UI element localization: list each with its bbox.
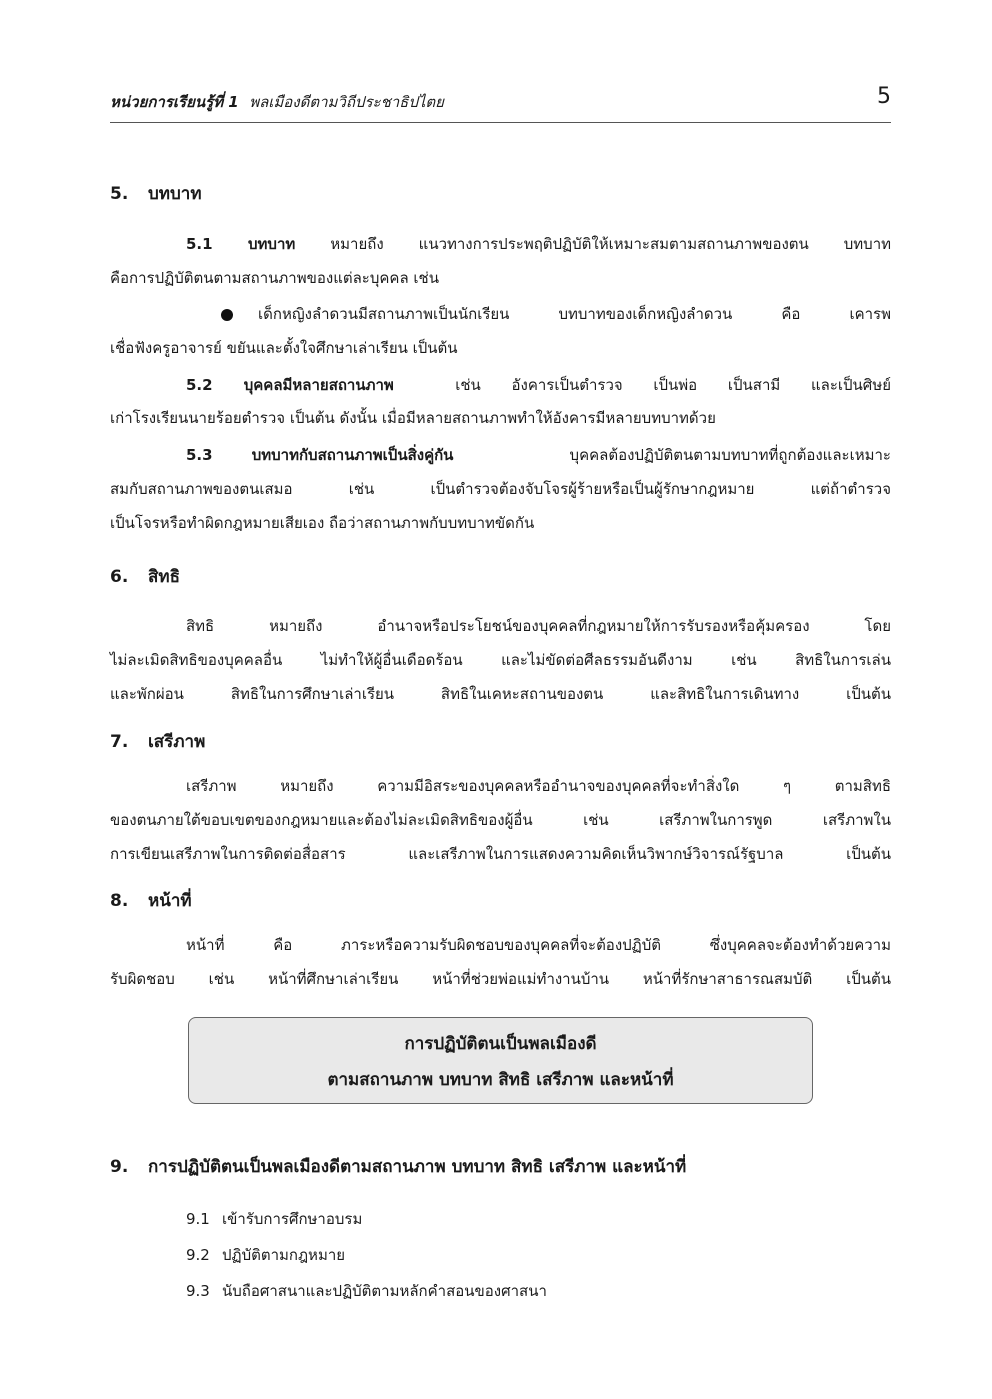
list-item-text: นับถือศาสนาและปฏิบัติตามหลักคำสอนของศาสนา: [222, 1282, 547, 1300]
section-6-line-2: ไม่ละเมิดสิทธิของบุคคลอื่น ไม่ทำให้ผู้อื่นเดือดร้อน และไม่ขัดต่อศีลธรรมอันดีงาม เช่น สิทธิในการเล่น: [110, 651, 891, 669]
section-6-line-1: สิทธิ หมายถึง อำนาจหรือประโยชน์ของบุคคลที่กฎหมายให้การรับรองหรือคุ้มครอง โดย: [186, 617, 891, 635]
unit-title: พลเมืองดีตามวิถีประชาธิปไตย: [249, 93, 444, 111]
list-item: [186, 1279, 547, 1303]
list-item-text: ปฏิบัติตามกฎหมาย: [222, 1246, 346, 1264]
list-item-number: 9.2: [186, 1246, 210, 1264]
section-7-line-1: เสรีภาพ หมายถึง ความมีอิสระของบุคคลหรืออำนาจของบุคคลที่จะทำสิ่งใด ๆ ตามสิทธิ: [186, 777, 891, 795]
paragraph-5-3-line-1: [186, 445, 891, 465]
summary-box: [188, 1017, 813, 1104]
list-item-text: เข้ารับการศึกษาอบรม: [222, 1210, 363, 1228]
paragraph-5-3-line-3: เป็นโจรหรือทำผิดกฎหมายเสียเอง ถือว่าสถานภาพกับบทบาทขัดกัน: [110, 514, 535, 532]
section-number: 5.: [110, 184, 129, 204]
paragraph-5-1-line-1: [186, 234, 891, 254]
subheading-5-1: 5.1 บทบาท: [186, 235, 296, 253]
section-title: บทบาท: [148, 184, 202, 204]
section-8-heading: [110, 887, 192, 914]
list-item: [186, 1207, 362, 1231]
section-8-line-1: หน้าที่ คือ ภาระหรือความรับผิดชอบของบุคคลที่จะต้องปฏิบัติ ซึ่งบุคคลจะต้องทำด้วยความ: [186, 936, 891, 954]
section-number: 8.: [110, 891, 129, 911]
section-title: การปฏิบัติตนเป็นพลเมืองดีตามสถานภาพ บทบาท สิทธิ เสรีภาพ และหน้าที่: [148, 1157, 687, 1177]
section-title: สิทธิ: [148, 567, 180, 587]
list-item: [186, 1243, 345, 1267]
running-title: [110, 90, 444, 114]
section-title: หน้าที่: [148, 891, 192, 911]
section-5-heading: [110, 180, 202, 207]
section-6-heading: [110, 563, 180, 590]
section-number: 7.: [110, 732, 129, 752]
page-header: [110, 86, 891, 123]
section-9-heading: [110, 1153, 686, 1180]
section-title: เสรีภาพ: [148, 732, 206, 752]
bullet-line-1: เด็กหญิงลำดวนมีสถานภาพเป็นนักเรียน บทบาทของเด็กหญิงลำดวน คือ เคารพ: [258, 305, 891, 323]
section-7-heading: [110, 728, 205, 755]
subheading-5-2: 5.2 บุคคลมีหลายสถานภาพ: [186, 376, 394, 394]
section-number: 9.: [110, 1157, 129, 1177]
paragraph-5-2-line-1: [186, 375, 891, 395]
paragraph-text: เช่น อังคารเป็นตำรวจ เป็นพ่อ เป็นสามี และเป็นศิษย์: [455, 376, 891, 394]
paragraph-5-1-line-2: คือการปฏิบัติตนตามสถานภาพของแต่ละบุคคล เช่น: [110, 269, 439, 287]
bullet-line-2: เชื่อฟังครูอาจารย์ ขยันและตั้งใจศึกษาเล่าเรียน เป็นต้น: [110, 339, 458, 357]
paragraph-5-2-line-2: เก่าโรงเรียนนายร้อยตำรวจ เป็นต้น ดังนั้น เมื่อมีหลายสถานภาพทำให้อังคารมีหลายบทบาทด้วย: [110, 409, 716, 427]
page-number: 5: [877, 84, 891, 109]
section-8-line-2: รับผิดชอบ เช่น หน้าที่ศึกษาเล่าเรียน หน้าที่ช่วยพ่อแม่ทำงานบ้าน หน้าที่รักษาสาธารณสมบัติ เป็นต้น: [110, 970, 891, 988]
section-number: 6.: [110, 567, 129, 587]
unit-label: หน่วยการเรียนรู้ที่ 1: [110, 93, 239, 111]
subheading-5-3: 5.3 บทบาทกับสถานภาพเป็นสิ่งคู่กัน: [186, 446, 454, 464]
paragraph-text: หมายถึง แนวทางการประพฤติปฏิบัติให้เหมาะสมตามสถานภาพของตน บทบาท: [330, 235, 891, 253]
section-7-line-3: การเขียนเสรีภาพในการติดต่อสื่อสาร และเสรีภาพในการแสดงความคิดเห็นวิพากษ์วิจารณ์รัฐบาล เป็นต้น: [110, 845, 891, 863]
list-item-number: 9.3: [186, 1282, 210, 1300]
paragraph-5-3-line-2: สมกับสถานภาพของตนเสมอ เช่น เป็นตำรวจต้องจับโจรผู้ร้ายหรือเป็นผู้รักษากฎหมาย แต่ถ้าตำรวจ: [110, 480, 891, 498]
paragraph-text: บุคคลต้องปฏิบัติตนตามบทบาทที่ถูกต้องและเหมาะ: [569, 446, 891, 464]
bullet-icon: [221, 309, 233, 321]
list-item-number: 9.1: [186, 1210, 210, 1228]
section-6-line-3: และพักผ่อน สิทธิในการศึกษาเล่าเรียน สิทธิในเคหะสถานของตน และสิทธิในการเดินทาง เป็นต้น: [110, 685, 891, 703]
section-7-line-2: ของตนภายใต้ขอบเขตของกฎหมายและต้องไม่ละเมิดสิทธิของผู้อื่น เช่น เสรีภาพในการพูด เสรีภาพใน: [110, 811, 891, 829]
summary-box-line-1: การปฏิบัติตนเป็นพลเมืองดี: [404, 1034, 597, 1054]
summary-box-line-2: ตามสถานภาพ บทบาท สิทธิ เสรีภาพ และหน้าที่: [327, 1070, 674, 1090]
